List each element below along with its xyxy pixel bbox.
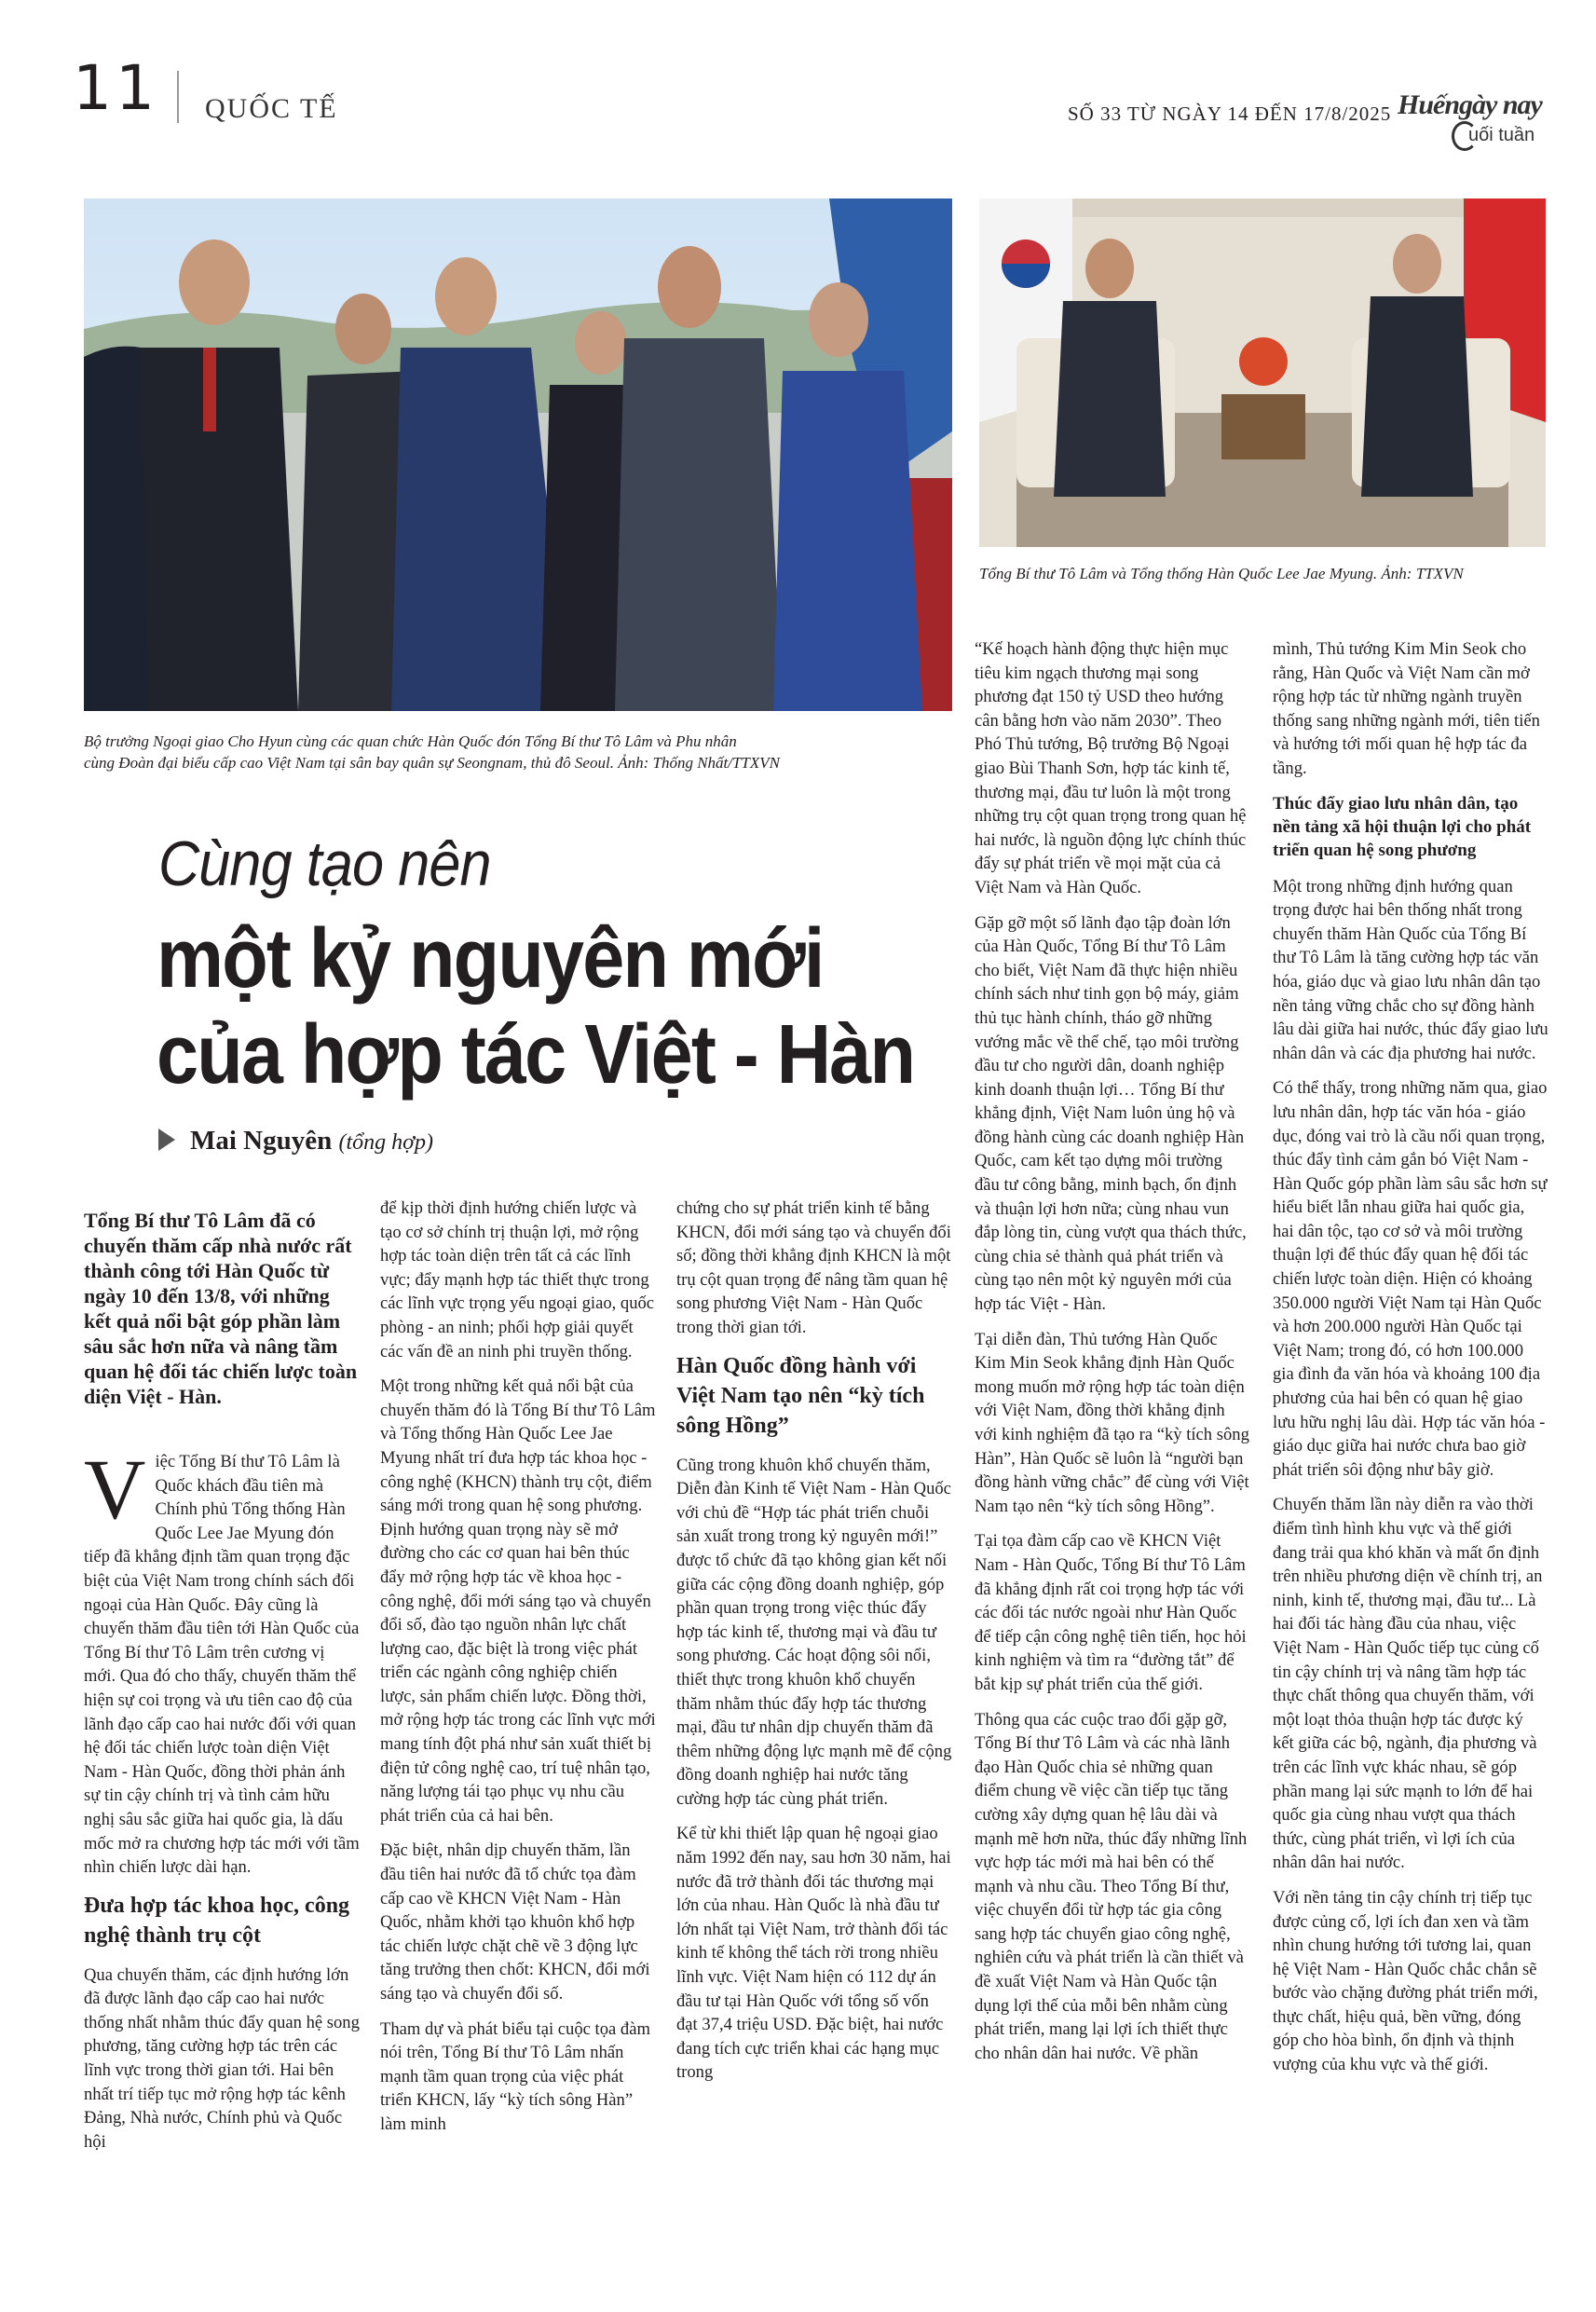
byline xyxy=(158,1126,433,1156)
column-3 xyxy=(676,1197,952,2096)
column-2 xyxy=(380,1197,656,2148)
publication-logo xyxy=(1398,89,1556,164)
col3-paragraph-1: chứng cho sự phát triển kinh tế bằng KHCN, đổi mới sáng tạo và chuyển đổi số; đồng thời khẳng định KHCN là một trụ cột quan trọng để nâng tầm quan hệ song phương Việt Nam - Hàn Quốc trong thời gian tới. xyxy=(676,1198,951,1337)
byline-arrow-icon xyxy=(158,1129,175,1151)
col1-paragraph-2: Qua chuyến thăm, các định hướng lớn đã được lãnh đạo cấp cao hai nước thống nhất nhằm thúc đẩy quan hệ song phương, tăng cường hợp tác trên các lĩnh vực trong thời gian tới. Hai bên nhất trí tiếp tục mở rộng hợp tác kênh Đảng, Nhà nước, Chính phủ và Quốc hội xyxy=(84,1964,360,2152)
col5-paragraph-5: Với nền tảng tin cậy chính trị tiếp tục được củng cố, lợi ích đan xen và tầm nhìn chung hướng tới tương lai, quan hệ Việt Nam - Hàn Quốc chắc chắn sẽ bước vào chặng đường phát triển mới, thực chất, hiệu quả, bền vững, đóng góp cho hòa bình, ổn định và thịnh vượng của khu vực và thế giới. xyxy=(1273,1887,1538,2075)
left-caption-line-1: Bộ trưởng Ngoại giao Cho Hyun cùng các quan chức Hàn Quốc đón Tổng Bí thư Tô Lâm và Phu nhân xyxy=(84,732,737,750)
article-lead: Tổng Bí thư Tô Lâm đã có chuyến thăm cấp nhà nước rất thành công tới Hàn Quốc từ ngày 10 đến 13/8, với những kết quả nổi bật góp phần làm sâu sắc hơn nữa và nâng tầm quan hệ đối tác chiến lược toàn diện Việt - Hàn. xyxy=(84,1209,358,1408)
left-photo-caption xyxy=(84,731,960,773)
col2-paragraph-1: để kịp thời định hướng chiến lược và tạo cơ sở chính trị thuận lợi, mở rộng hợp tác toàn diện trên tất cả các lĩnh vực; đẩy mạnh hợp tác thiết thực trong các lĩnh vực trọng yếu ngoại giao, quốc phòng - an ninh; phối hợp giải quyết các vấn đề an ninh phi truyền thống. xyxy=(380,1198,655,1361)
right-photo-caption: Tổng Bí thư Tô Lâm và Tổng thống Hàn Quốc Lee Jae Myung. Ảnh: TTXVN xyxy=(979,565,1464,582)
left-caption-line-2: cùng Đoàn đại biểu cấp cao Việt Nam tại sân bay quân sự Seongnam, thủ đô Seoul. Ảnh: Thống Nhất/TTXVN xyxy=(84,754,780,772)
author-name: Mai Nguyên xyxy=(190,1126,333,1156)
page-number: 11 xyxy=(73,52,158,124)
headline-line-1: một kỷ nguyên mới xyxy=(157,912,824,1006)
intro-paragraph xyxy=(84,1442,360,1880)
column-4 xyxy=(975,637,1250,2076)
subhead-red-river-miracle: Hàn Quốc đồng hành với Việt Nam tạo nên “kỳ tích sông Hồng” xyxy=(676,1353,925,1438)
subhead-people-exchange: Thúc đẩy giao lưu nhân dân, tạo nền tảng xã hội thuận lợi cho phát triển quan hệ song phương xyxy=(1273,793,1532,860)
col4-paragraph-4: Tại tọa đàm cấp cao về KHCN Việt Nam - Hàn Quốc, Tổng Bí thư Tô Lâm đã khẳng định rất coi trọng hợp tác với các đối tác nước ngoài như Hàn Quốc để tiếp cận công nghệ tiên tiến, học hỏi kinh nghiệm và tìm ra “đường tắt” để bắt kịp sự phát triển của thế giới. xyxy=(975,1531,1247,1694)
headline-line-2: của hợp tác Việt - Hàn xyxy=(157,1008,915,1101)
col2-paragraph-4: Tham dự và phát biểu tại cuộc tọa đàm nói trên, Tổng Bí thư Tô Lâm nhấn mạnh tầm quan trọng của việc phát triển KHCN, lấy “kỳ tích sông Hàn” làm minh xyxy=(380,2018,650,2134)
col3-paragraph-2: Cũng trong khuôn khổ chuyến thăm, Diễn đàn Kinh tế Việt Nam - Hàn Quốc với chủ đề “Hợp tác phát triển chuỗi sản xuất trong trong kỷ nguyên mới!” được tổ chức đã tạo không gian kết nối giữa các cộng đồng doanh nghiệp, góp phần quan trọng trong việc thúc đẩy hợp tác kinh tế, thương mại và đầu tư song phương. Các hoạt động sôi nổi, thiết thực trong khuôn khổ chuyến thăm nhằm thúc đẩy hợp tác thương mại, đầu tư nhân dịp chuyến thăm đã thêm những động lực mạnh mẽ để cộng đồng doanh nghiệp hai nước tăng cường hợp tác cùng phát triển. xyxy=(676,1455,952,1809)
article-headline xyxy=(157,911,914,1103)
header-divider xyxy=(177,71,179,123)
article-kicker: Cùng tạo nên xyxy=(158,828,491,899)
col4-paragraph-5: Thông qua các cuộc trao đổi gặp gỡ, Tổng Bí thư Tô Lâm và các nhà lãnh đạo Hàn Quốc chia sẻ những quan điểm chung về việc cần tiếp tục tăng cường xây dựng quan hệ lâu dài và mạnh mẽ hơn nữa, thúc đẩy những lĩnh vực hợp tác mới mà hai bên có thế mạnh và nhu cầu. Theo Tổng Bí thư, việc chuyển đổi từ hợp tác gia công sang hợp tác chuyển giao công nghệ, nghiên cứu và phát triển là cần thiết và đề xuất Việt Nam và Hàn Quốc tận dụng lợi thế của mỗi bên nhằm cùng phát triển, mang lại lợi ích thiết thực cho nhân dân hai nước. Về phần xyxy=(975,1709,1248,2063)
leaders-meeting-photo xyxy=(979,198,1546,547)
logo-title: Huếngày nay xyxy=(1398,89,1542,120)
col4-paragraph-2: Gặp gỡ một số lãnh đạo tập đoàn lớn của Hàn Quốc, Tổng Bí thư Tô Lâm cho biết, Việt Nam đã thực hiện nhiều chính sách như tinh gọn bộ máy, giảm thủ tục hành chính, tháo gỡ những vướng mắc về thể chế, tạo môi trường đầu tư cho người dân, doanh nghiệp kinh doanh thuận lợi… Tổng Bí thư khẳng định, Việt Nam luôn ủng hộ và đồng hành cùng các doanh nghiệp Hàn Quốc, cam kết tạo dựng môi trường đầu tư công bằng, minh bạch, ổn định và thuận lợi hơn nữa; cùng nhau vun đắp lòng tin, cùng vượt qua thách thức, cùng chia sẻ thành quả phát triển và cùng tạo nên một kỷ nguyên mới của hợp tác Việt - Hàn. xyxy=(975,912,1247,1315)
subhead-science-tech: Đưa hợp tác khoa học, công nghệ thành trụ cột xyxy=(84,1893,350,1948)
col4-paragraph-1: “Kế hoạch hành động thực hiện mục tiêu kim ngạch thương mại song phương đạt 150 tỷ USD theo hướng cân bằng hơn vào năm 2030”. Theo Phó Thủ tướng, Bộ trưởng Bộ Ngoại giao Bùi Thanh Sơn, hợp tác kinh tế, thương mại, đầu tư luôn là một trong những trụ cột quan trọng trong quan hệ hai nước, là nguồn động lực chính thúc đẩy sự phát triển về mọi mặt của cả Việt Nam và Hàn Quốc. xyxy=(975,639,1247,897)
meeting-photo-illustration xyxy=(979,198,1546,547)
column-1 xyxy=(84,1208,360,2165)
col3-paragraph-3: Kể từ khi thiết lập quan hệ ngoại giao năm 1992 đến nay, sau hơn 30 năm, hai nước đã trở thành đối tác thương mại lớn của nhau. Hàn Quốc là nhà đầu tư lớn nhất tại Việt Nam, trở thành đối tác kinh tế không thể tách rời trong nhiều lĩnh vực. Việt Nam hiện có 112 dự án đầu tư tại Hàn Quốc với tổng số vốn đạt 37,4 triệu USD. Đặc biệt, hai nước đang tích cực triển khai các hạng mục trong xyxy=(676,1824,951,2083)
author-note: (tổng hợp) xyxy=(338,1130,433,1155)
col5-paragraph-2: Một trong những định hướng quan trọng được hai bên thống nhất trong chuyến thăm Hàn Quốc của Tổng Bí thư Tô Lâm là tăng cường hợp tác văn hóa, giáo dục và giao lưu nhân dân tạo nền tảng vững chắc cho sự đồng hành lâu dài giữa hai nước, thúc đẩy giao lưu nhân dân và các địa phương hai nước. xyxy=(1273,876,1548,1063)
col5-paragraph-3: Có thể thấy, trong những năm qua, giao lưu nhân dân, hợp tác văn hóa - giáo dục, đóng vai trò là cầu nối quan trọng, thúc đẩy tình cảm gắn bó Việt Nam - Hàn Quốc góp phần làm sâu sắc hơn sự hiểu biết lẫn nhau giữa hai quốc gia, hai dân tộc, tạo cơ sở và môi trường thuận lợi để thúc đẩy quan hệ đối tác chiến lược toàn diện. Hiện có khoảng 350.000 người Việt Nam tại Hàn Quốc và hơn 200.000 người Hàn Quốc tại Việt Nam; trong đó, có hơn 100.000 gia đình đa văn hóa và khoảng 100 địa phương của hai bên có quan hệ giao lưu hữu nghị lâu dài. Hợp tác văn hóa - giáo dục giữa hai nước chưa bao giờ phát triển sôi động như bây giờ. xyxy=(1273,1078,1548,1480)
section-label: QUỐC TẾ xyxy=(205,93,338,124)
drop-cap: V xyxy=(84,1442,146,1537)
airport-photo-illustration xyxy=(84,198,952,711)
col5-paragraph-4: Chuyến thăm lần này diễn ra vào thời điểm tình hình khu vực và thế giới đang trải qua khó khăn và mất ổn định trên nhiều phương diện về chính trị, an ninh, kinh tế, thương mại, đầu tư... Là hai đối tác hàng đầu của nhau, việc Việt Nam - Hàn Quốc tiếp tục củng cố tin cậy chính trị và nâng tầm hợp tác thực chất thông qua chuyến thăm, với một loạt thỏa thuận hợp tác được ký kết giữa các bộ, ngành, địa phương và trên các lĩnh vực khác nhau, sẽ góp phần mang lại sức mạnh to lớn để hai quốc gia cùng nhau vượt qua thách thức, cùng phát triển, vì lợi ích của nhân dân hai nước. xyxy=(1273,1495,1543,1873)
column-5 xyxy=(1273,637,1548,2088)
col2-paragraph-3: Đặc biệt, nhân dịp chuyến thăm, lần đầu tiên hai nước đã tổ chức tọa đàm cấp cao về KHCN Việt Nam - Hàn Quốc, nhằm khởi tạo khuôn khổ hợp tác chiến lược chặt chẽ về 3 động lực tăng trưởng then chốt: KHCN, đổi mới sáng tạo và chuyển đổi số. xyxy=(380,1840,650,2004)
logo-subtitle: uối tuần xyxy=(1468,125,1535,145)
col5-paragraph-1: mình, Thủ tướng Kim Min Seok cho rằng, Hàn Quốc và Việt Nam cần mở rộng hợp tác từ những ngành truyền thống sang những ngành mới, tiên tiến và hướng tới mối quan hệ hợp tác đa tầng. xyxy=(1273,639,1540,778)
col4-paragraph-3: Tại diễn đàn, Thủ tướng Hàn Quốc Kim Min Seok khẳng định Hàn Quốc mong muốn mở rộng hợp tác toàn diện với Việt Nam, đồng thời khẳng định với kinh nghiệm đã tạo ra “kỳ tích sông Hàn”, Hàn Quốc sẽ luôn là “người bạn đồng hành vững chắc” để cùng với Việt Nam tạo nên “kỳ tích sông Hồng”. xyxy=(975,1329,1249,1516)
airport-welcome-photo xyxy=(84,198,952,711)
issue-info: SỐ 33 TỪ NGÀY 14 ĐẾN 17/8/2025 xyxy=(1068,103,1392,125)
intro-text: iệc Tổng Bí thư Tô Lâm là Quốc khách đầu tiên mà Chính phủ Tổng thống Hàn Quốc Lee Jae Myung đón tiếp đã khẳng định tầm quan trọng đặc biệt của Việt Nam trong chính sách đối ngoại của Hàn Quốc. Đây cũng là chuyến thăm đầu tiên tới Hàn Quốc của Tổng Bí thư Tô Lâm trên cương vị mới. Qua đó cho thấy, chuyến thăm thể hiện sự coi trọng và ưu tiên cao độ của lãnh đạo cấp cao hai nước đối với quan hệ đối tác chiến lược toàn diện Việt Nam - Hàn Quốc, đồng thời phản ánh sự tin cậy chính trị và tình cảm hữu nghị sâu sắc giữa hai quốc gia, là dấu mốc mở ra chương hợp tác mới với tầm nhìn chiến lược dài hạn. xyxy=(84,1452,360,1878)
col2-paragraph-2: Một trong những kết quả nổi bật của chuyến thăm đó là Tổng Bí thư Tô Lâm và Tổng thống Hàn Quốc Lee Jae Myung nhất trí đưa hợp tác khoa học - công nghệ (KHCN) thành trụ cột, điểm sáng mới trong quan hệ song phương. Định hướng quan trọng này sẽ mở đường cho các cơ quan hai bên thúc đẩy mở rộng hợp tác về khoa học - công nghệ, đổi mới sáng tạo và chuyển đổi số, đào tạo nguồn nhân lực chất lượng cao, đặc biệt là trong việc phát triển các ngành công nghiệp chiến lược, sản phẩm chiến lược. Đồng thời, mở rộng hợp tác trong các lĩnh vực mới mang tính đột phá như sản xuất thiết bị điện tử công nghệ cao, trí tuệ nhân tạo, năng lượng tái tạo phục vụ nhu cầu phát triển của cả hai bên. xyxy=(380,1376,656,1826)
